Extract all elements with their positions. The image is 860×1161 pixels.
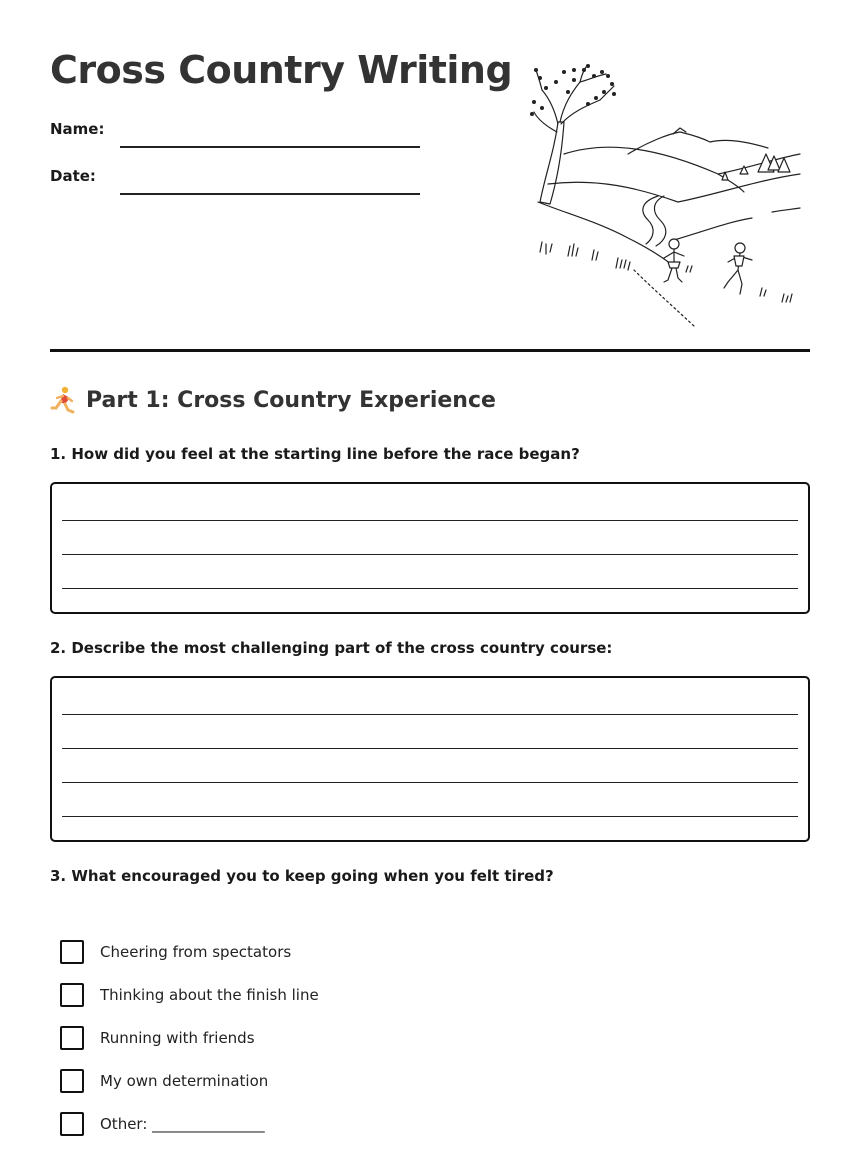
section-heading [50, 386, 496, 414]
section-heading-text: Part 1: Cross Country Experience [86, 387, 496, 413]
checkbox[interactable] [60, 983, 84, 1007]
option-label: Running with friends [100, 1028, 255, 1047]
name-label: Name: [50, 120, 105, 138]
checkbox[interactable] [60, 940, 84, 964]
answer-line [62, 520, 798, 521]
answer-line [62, 554, 798, 555]
name-input-line[interactable] [120, 122, 420, 148]
page-title: Cross Country Writing [50, 48, 513, 92]
cross-country-landscape-illustration [528, 62, 808, 332]
date-input-line[interactable] [120, 169, 420, 195]
option-label: My own determination [100, 1071, 269, 1090]
option-spectators[interactable] [60, 930, 319, 973]
option-other[interactable] [60, 1102, 319, 1145]
answer-line [62, 782, 798, 783]
answer-box-2[interactable] [50, 676, 810, 842]
option-friends[interactable] [60, 1016, 319, 1059]
header-divider [50, 349, 810, 352]
answer-line [62, 816, 798, 817]
option-label: Thinking about the finish line [100, 985, 319, 1004]
date-field-row [50, 165, 420, 195]
answer-line [62, 588, 798, 589]
option-label: Cheering from spectators [100, 942, 292, 961]
answer-line [62, 748, 798, 749]
question-1: 1. How did you feel at the starting line before the race began? [50, 445, 580, 463]
checkbox[interactable] [60, 1112, 84, 1136]
checkbox-list [60, 930, 319, 1145]
option-label: Other: _______________ [100, 1114, 265, 1133]
option-determination[interactable] [60, 1059, 319, 1102]
date-label: Date: [50, 167, 96, 185]
runner-icon [50, 386, 76, 414]
answer-line [62, 714, 798, 715]
name-field-row [50, 118, 420, 148]
question-2: 2. Describe the most challenging part of the cross country course: [50, 639, 613, 657]
checkbox[interactable] [60, 1026, 84, 1050]
option-finish-line[interactable] [60, 973, 319, 1016]
answer-box-1[interactable] [50, 482, 810, 614]
checkbox[interactable] [60, 1069, 84, 1093]
question-3: 3. What encouraged you to keep going when you felt tired? [50, 867, 554, 885]
